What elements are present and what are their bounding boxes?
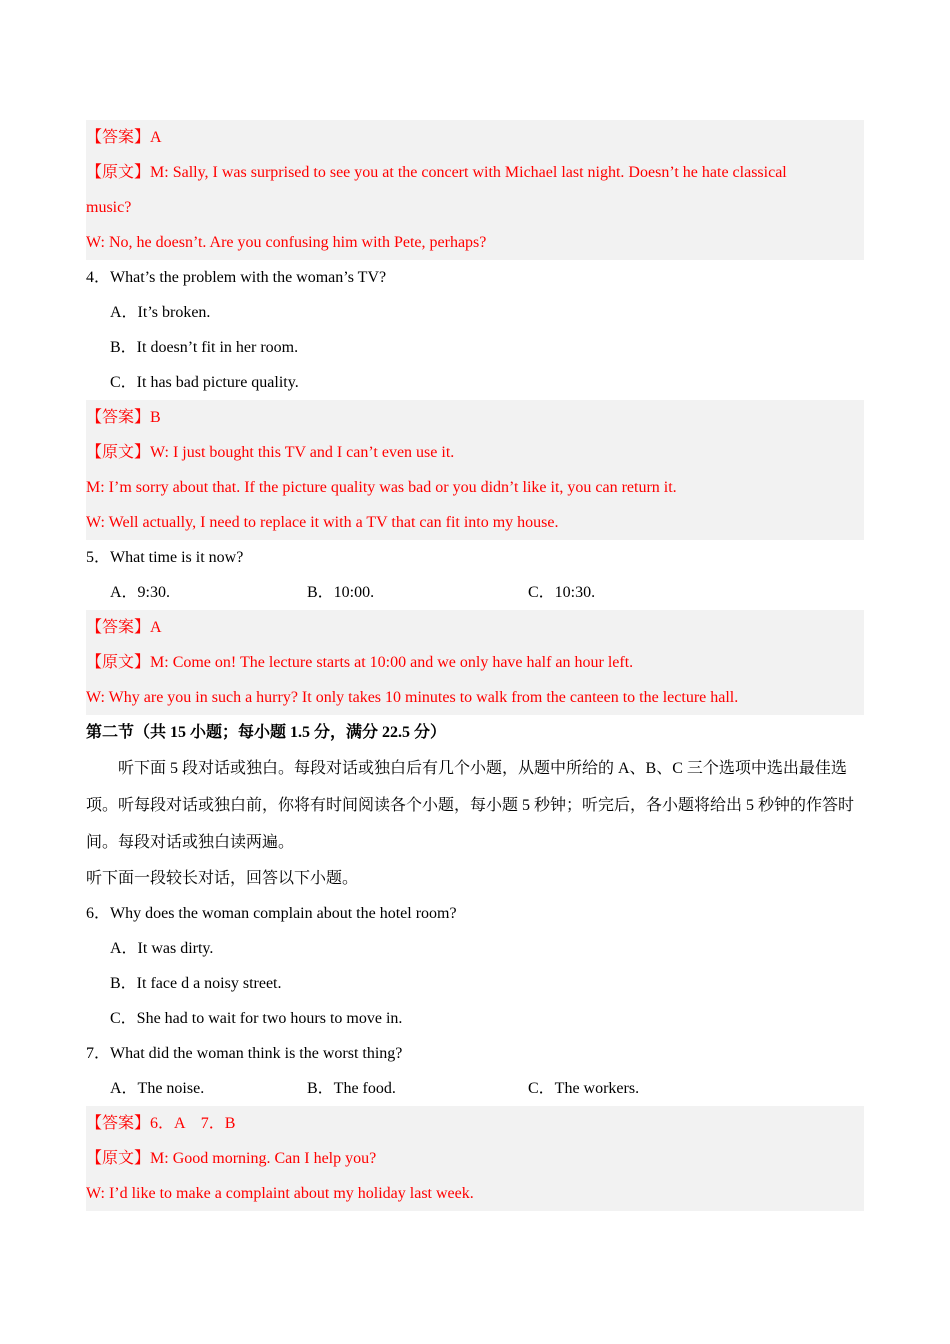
transcript-tag: 【原文】 <box>86 654 151 671</box>
transcript-line <box>86 1141 864 1176</box>
option-a: A．It was dirty. <box>110 940 214 957</box>
transcript-text: M: Good morning. Can I help you? <box>150 1150 377 1167</box>
question-7: 7．What did the woman think is the worst thing? <box>86 1045 403 1062</box>
answer-line <box>86 1106 864 1141</box>
option-b: B．10:00. <box>307 584 375 601</box>
document-content <box>86 120 864 1211</box>
answer-tag: 【答案】 <box>86 409 151 426</box>
section-instructions: 听下面 5 段对话或独白。每段对话或独白后有几个小题，从题中所给的 A、B、C 三个选项中选出最佳选项。听每段对话或独白前，你将有时间阅读各个小题，每小题 5 秒钟；听完后，各小题将给出 5 秒钟的作答时间。每段对话或独白读两遍。 <box>86 760 855 851</box>
transcript-line <box>86 645 864 680</box>
option-b: B．It doesn’t fit in her room. <box>110 339 299 356</box>
sub-instruction: 听下面一段较长对话，回答以下小题。 <box>86 870 359 887</box>
question-5: 5．What time is it now? <box>86 549 244 566</box>
transcript-line: W: Why are you in such a hurry? It only takes 10 minutes to walk from the canteen to the lecture hall. <box>86 689 739 706</box>
option-c: C．The workers. <box>528 1080 640 1097</box>
answer-tag: 【答案】 <box>86 619 151 636</box>
transcript-line: W: Well actually, I need to replace it with a TV that can fit into my house. <box>86 514 559 531</box>
answer-line <box>86 610 864 645</box>
answer-block-5 <box>86 610 864 715</box>
transcript-text: M: Come on! The lecture starts at 10:00 and we only have half an hour left. <box>150 654 634 671</box>
transcript-tag: 【原文】 <box>86 1150 151 1167</box>
transcript-line: W: No, he doesn’t. Are you confusing him with Pete, perhaps? <box>86 234 487 251</box>
question-6: 6．Why does the woman complain about the hotel room? <box>86 905 457 922</box>
answer-value: A <box>150 619 162 636</box>
option-b: B．The food. <box>307 1080 396 1097</box>
transcript-line: W: I’d like to make a complaint about my holiday last week. <box>86 1185 474 1202</box>
option-a: A．9:30. <box>110 584 171 601</box>
answer-block-3 <box>86 120 864 260</box>
transcript-line: M: I’m sorry about that. If the picture quality was bad or you didn’t like it, you can return it. <box>86 479 677 496</box>
question-4: 4．What’s the problem with the woman’s TV? <box>86 269 387 286</box>
option-b: B．It face d a noisy street. <box>110 975 282 992</box>
section-heading: 第二节（共 15 小题；每小题 1.5 分，满分 22.5 分） <box>86 724 447 741</box>
transcript-line <box>86 435 864 470</box>
answer-block-4 <box>86 400 864 540</box>
transcript-tag: 【原文】 <box>86 164 151 181</box>
transcript-text: W: I just bought this TV and I can’t even use it. <box>150 444 455 461</box>
option-c: C．It has bad picture quality. <box>110 374 299 391</box>
option-c: C．10:30. <box>528 584 596 601</box>
transcript-line-cont: music? <box>86 199 132 216</box>
transcript-tag: 【原文】 <box>86 444 151 461</box>
answer-line <box>86 120 864 155</box>
answer-tag: 【答案】 <box>86 1115 151 1132</box>
transcript-text: M: Sally, I was surprised to see you at the concert with Michael last night. Doesn’t he hate classical <box>150 164 787 181</box>
transcript-line <box>86 155 864 190</box>
option-a: A．The noise. <box>110 1080 205 1097</box>
answer-tag: 【答案】 <box>86 129 151 146</box>
answer-line <box>86 400 864 435</box>
options-row <box>86 1071 864 1106</box>
answer-value: B <box>150 409 161 426</box>
options-row <box>86 575 864 610</box>
answer-value: A <box>150 129 162 146</box>
option-a: A．It’s broken. <box>110 304 211 321</box>
answer-value: 6．A 7．B <box>150 1115 236 1132</box>
option-c: C．She had to wait for two hours to move in. <box>110 1010 403 1027</box>
answer-block-6-7 <box>86 1106 864 1211</box>
